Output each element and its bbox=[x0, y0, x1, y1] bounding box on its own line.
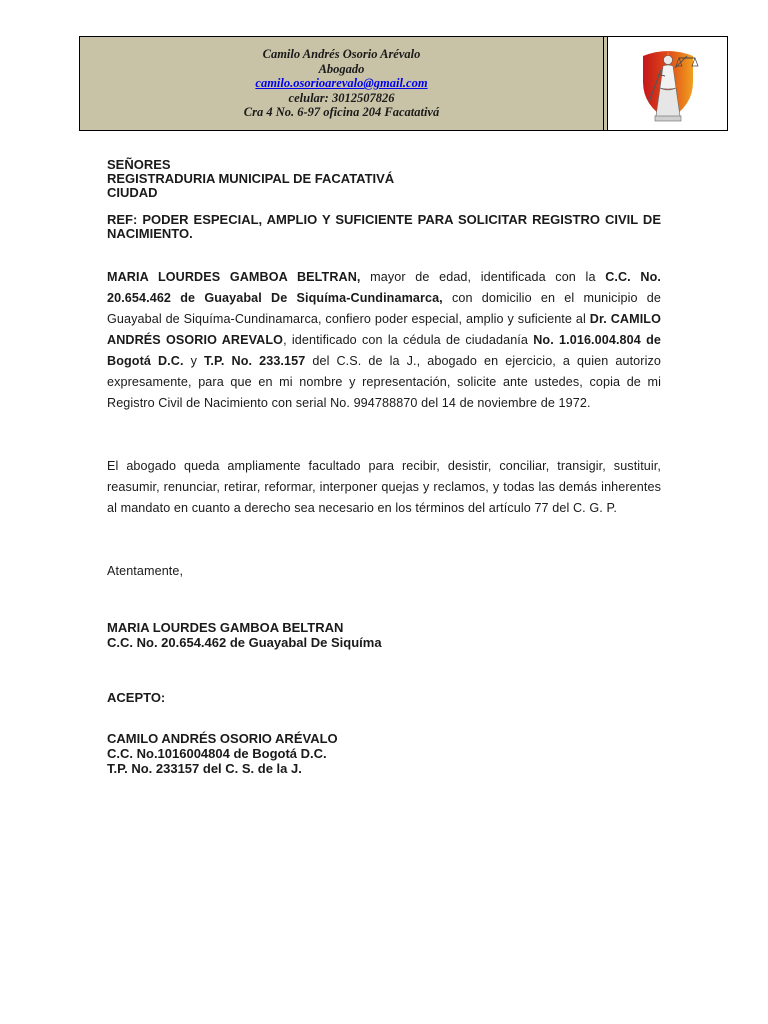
letterhead-text-block bbox=[80, 37, 604, 130]
lawyer-id: No. 1.016.004.804 de Bogotá D.C. bbox=[107, 333, 661, 368]
body-text: , identificado con la cédula de ciudadanía bbox=[283, 333, 534, 347]
signer-id: C.C. No. 20.654.462 de Guayabal De Siquíma bbox=[107, 635, 382, 650]
closing-text: Atentamente, bbox=[107, 564, 184, 578]
lawyer-name: Dr. CAMILO ANDRÉS OSORIO AREVALO bbox=[107, 312, 661, 347]
addressee-line-1: SEÑORES bbox=[107, 157, 171, 172]
body-text: y bbox=[183, 354, 205, 368]
letterhead-email-link[interactable]: camilo.osorioarevalo@gmail.com bbox=[255, 76, 428, 91]
body-paragraph-2: El abogado queda ampliamente facultado para recibir, desistir, conciliar, transigir, sustituir, reasumir, renunciar, retirar, reformar, interponer quejas y reclamos, y todas las demás inherentes al mandato en cuanto a derecho sea necesario en los términos del artículo 77 del C. G. P. bbox=[107, 459, 661, 515]
letterhead-title: Abogado bbox=[318, 61, 365, 76]
body-text: mayor de edad, identificada con la bbox=[360, 270, 606, 284]
accepting-lawyer-block bbox=[107, 731, 661, 776]
letterhead bbox=[79, 36, 728, 131]
letterhead-name: Camilo Andrés Osorio Arévalo bbox=[262, 47, 421, 62]
accepting-lawyer-id: C.C. No.1016004804 de Bogotá D.C. bbox=[107, 746, 327, 761]
letterhead-logo-cell bbox=[608, 37, 727, 130]
addressee-block bbox=[107, 158, 661, 200]
addressee-line-2: REGISTRADURIA MUNICIPAL DE FACATATIVÁ bbox=[107, 171, 395, 186]
grantor-name: MARIA LOURDES GAMBOA BELTRAN, bbox=[107, 270, 361, 284]
letterhead-phone: celular: 3012507826 bbox=[288, 90, 395, 105]
body-text: del C.S. de la J., abogado en ejercicio, a quien autorizo expresamente, para que en mi nombre y representación, solicite ante ustedes, copia de mi Registro Civil de Nacimiento con serial No. 994788870 del 14 de noviembre de 1972. bbox=[107, 354, 661, 410]
accepting-lawyer-tp: T.P. No. 233157 del C. S. de la J. bbox=[107, 761, 302, 776]
addressee-line-3: CIUDAD bbox=[107, 185, 158, 200]
signer-block bbox=[107, 620, 661, 650]
accept-label: ACEPTO: bbox=[107, 690, 166, 705]
accepting-lawyer-name: CAMILO ANDRÉS OSORIO ARÉVALO bbox=[107, 731, 338, 746]
lawyer-tp: T.P. No. 233.157 bbox=[204, 354, 306, 368]
grantor-id: C.C. No. 20.654.462 de Guayabal De Siquíma-Cundinamarca, bbox=[107, 270, 661, 305]
body-text: con domicilio en el municipio de Guayabal de Siquíma-Cundinamarca, confiero poder especial, amplio y suficiente al bbox=[107, 291, 661, 326]
lady-justice-shield-icon bbox=[635, 42, 701, 126]
letterhead-address: Cra 4 No. 6-97 oficina 204 Facatativá bbox=[243, 105, 440, 120]
reference-line: REF: PODER ESPECIAL, AMPLIO Y SUFICIENTE PARA SOLICITAR REGISTRO CIVIL DE NACIMIENTO. bbox=[107, 212, 661, 241]
body-paragraph-1 bbox=[107, 267, 661, 414]
signer-name: MARIA LOURDES GAMBOA BELTRAN bbox=[107, 620, 344, 635]
